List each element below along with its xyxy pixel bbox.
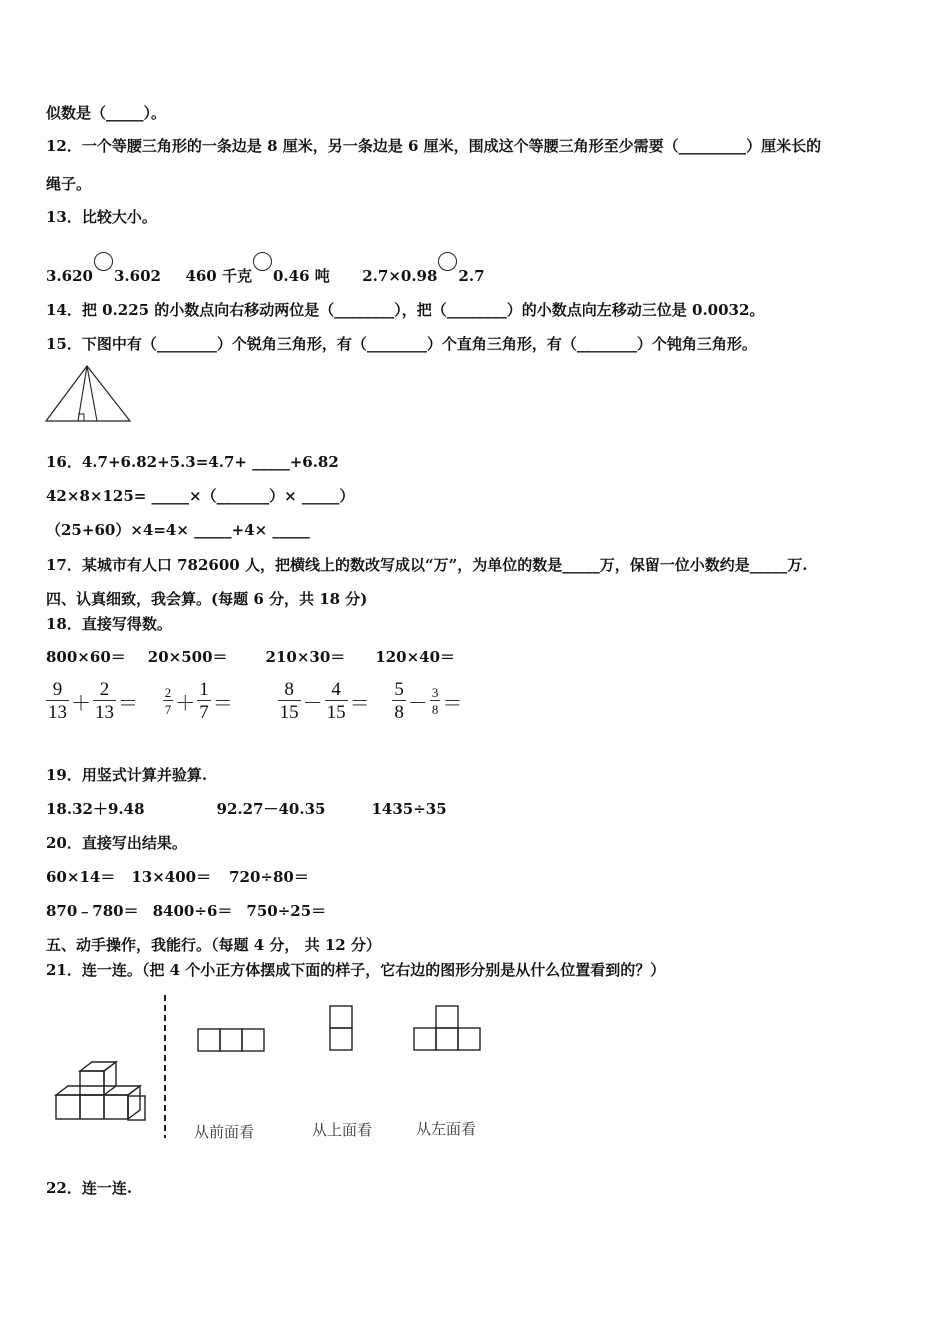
compare-circle-3[interactable] xyxy=(438,252,457,271)
q16-line1: 16．4.7+6.82+5.3=4.7+ _____+6.82 xyxy=(46,453,339,471)
q21-title: 21．连一连。（把 4 个小正方体摆成下面的样子，它右边的图形分别是从什么位置看到的？） xyxy=(46,961,666,979)
section5-title: 五、动手操作，我能行。（每题 4 分， 共 12 分） xyxy=(46,936,381,954)
q19-items: 18.32＋9.48 92.27－40.35 1435÷35 xyxy=(46,800,447,818)
q18-title: 18．直接写得数。 xyxy=(46,615,172,633)
q20-row1: 60×14＝ 13×400＝ 720÷80＝ xyxy=(46,868,309,886)
q18-row: 800×60＝ 20×500＝ 210×30＝ 120×40＝ xyxy=(46,648,456,666)
label-left-view: 从左面看 xyxy=(416,1120,477,1138)
label-top-view: 从上面看 xyxy=(312,1121,373,1139)
q11-tail: 似数是（_____）。 xyxy=(46,104,167,122)
triangle-figure xyxy=(44,364,134,424)
label-front-view: 从前面看 xyxy=(194,1123,255,1141)
q12-line2: 绳子。 xyxy=(46,175,92,193)
fraction-item-4: $\frac{5}{8}$ － $\frac{3}{8}$ ＝ xyxy=(394,679,463,723)
fraction-item-3: $\frac{8}{15}$ － $\frac{4}{15}$ ＝ xyxy=(279,679,370,723)
left-view-shape[interactable] xyxy=(414,1006,480,1050)
cube-stack-figure xyxy=(56,1062,145,1120)
fraction-item-1: $\frac{9}{13}$ ＋ $\frac{2}{13}$ ＝ xyxy=(48,679,138,723)
q20-title: 20．直接写出结果。 xyxy=(46,834,187,852)
inner-line xyxy=(87,366,97,421)
section4-title: 四、认真细致，我会算。(每题 6 分，共 18 分) xyxy=(46,590,368,608)
front-view-shape[interactable] xyxy=(198,1029,264,1051)
q18-fraction-row xyxy=(46,680,464,722)
q15-text: 15．下图中有（________）个锐角三角形，有（________）个直角三角形，有（________）个钝角三角形。 xyxy=(46,335,757,353)
compare-circle-2[interactable] xyxy=(253,252,272,271)
compare-circle-1[interactable] xyxy=(94,252,113,271)
fraction-item-2: $\frac{2}{7}$ ＋ $\frac{1}{7}$ ＝ xyxy=(164,679,233,723)
q13-title: 13．比较大小。 xyxy=(46,208,157,226)
q22-title: 22．连一连. xyxy=(46,1179,133,1197)
altitude-line xyxy=(78,366,87,421)
q16-line3: （25+60）×4=4× _____+4× _____ xyxy=(46,521,310,539)
q17-text: 17．某城市有人口 782600 人，把横线上的数改写成以“万”，为单位的数是_____万，保留一位小数约是_____万. xyxy=(46,556,808,574)
top-view-shape[interactable] xyxy=(330,1006,352,1050)
q13-compare-row: 3.620 3.602 460 千克 0.46 吨 2.7×0.98 2.7 xyxy=(46,252,485,286)
q20-row2: 870﹣780＝ 8400÷6＝ 750÷25＝ xyxy=(46,902,327,920)
q16-line2: 42×8×125= _____×（_______）× _____） xyxy=(46,487,355,505)
q19-title: 19．用竖式计算并验算. xyxy=(46,766,208,784)
q12-line1: 12．一个等腰三角形的一条边是 8 厘米，另一条边是 6 厘米，围成这个等腰三角形至少需要（_________）厘米长的 xyxy=(46,137,822,155)
q14-text: 14．把 0.225 的小数点向右移动两位是（________），把（________）的小数点向左移动三位是 0.0032。 xyxy=(46,301,765,319)
